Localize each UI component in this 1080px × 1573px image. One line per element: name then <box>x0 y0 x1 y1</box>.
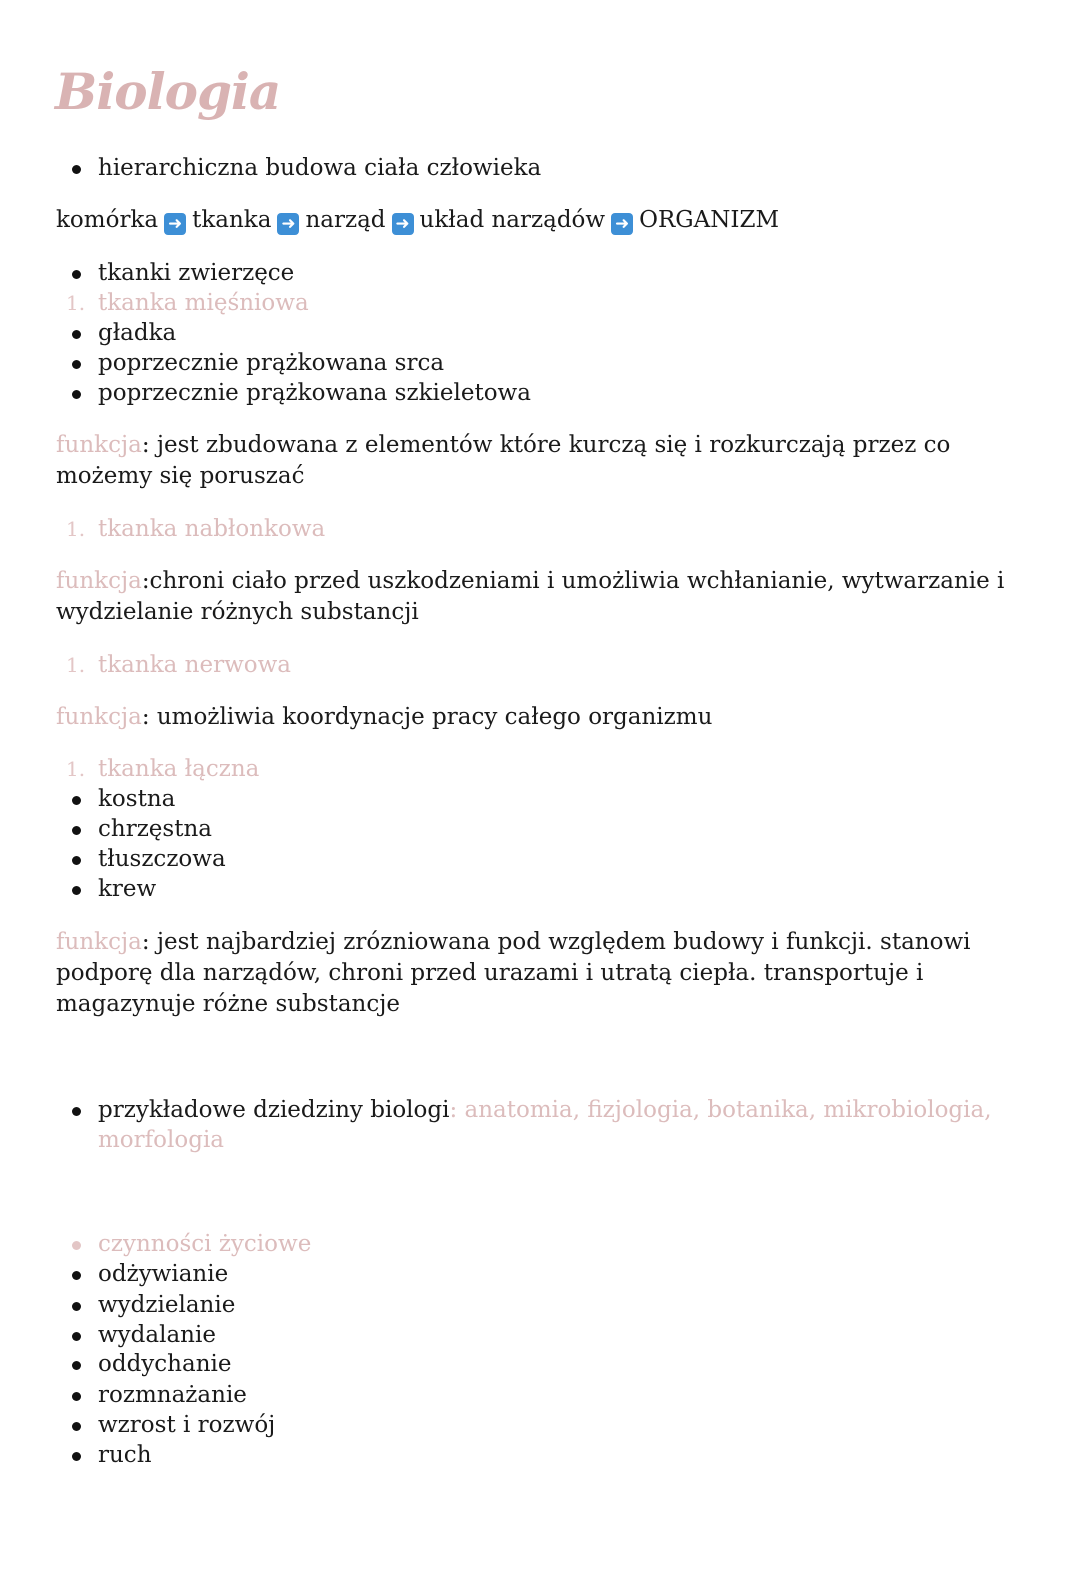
connective-type: tłuszczowa <box>98 846 226 872</box>
function-text: : jest najbardziej zrózniowana pod względem budowy i funkcji. stanowi podporę dla narządów, chroni przed urazami i utratą ciepła. transportuje i magazynuje różne substancje <box>56 929 971 1017</box>
connective-type: kostna <box>98 786 176 812</box>
list-number: 1. <box>66 653 86 677</box>
connective-type: chrzęstna <box>98 816 212 842</box>
bullet-icon <box>72 1107 81 1116</box>
fields-separator: : <box>449 1097 465 1123</box>
arrow-right-icon: ➜ <box>392 213 414 235</box>
bullet-icon <box>72 886 81 895</box>
bullet-icon <box>72 1271 81 1280</box>
function-label: funkcja <box>56 568 142 594</box>
life-functions-heading: czynności życiowe <box>98 1231 312 1257</box>
arrow-right-icon: ➜ <box>611 213 633 235</box>
bullet-icon <box>72 390 81 399</box>
hierarchy-level: tkanka <box>192 207 272 233</box>
hierarchy-level: ORGANIZM <box>639 207 779 233</box>
muscle-type: gładka <box>98 320 177 346</box>
hierarchy-level: narząd <box>305 207 386 233</box>
bullet-icon <box>72 1332 81 1341</box>
bullet-icon <box>72 1452 81 1461</box>
bullet-icon <box>72 360 81 369</box>
life-function: ruch <box>98 1442 152 1468</box>
list-number: 1. <box>66 291 86 315</box>
arrow-right-icon: ➜ <box>164 213 186 235</box>
life-function: wydzielanie <box>98 1292 236 1318</box>
bullet-icon <box>72 796 81 805</box>
fields-list: anatomia, fizjologia, botanika, mikrobiologia, morfologia <box>98 1097 992 1153</box>
life-function: rozmnażanie <box>98 1382 247 1408</box>
bullet-icon <box>72 270 81 279</box>
connective-tissue-name: tkanka łączna <box>98 756 260 782</box>
bullet-icon <box>72 1392 81 1401</box>
muscle-function <box>56 430 1016 492</box>
biology-fields <box>98 1095 998 1155</box>
bullet-icon <box>72 1302 81 1311</box>
muscle-type: poprzecznie prążkowana srca <box>98 350 445 376</box>
hierarchy-chain <box>56 205 779 236</box>
life-function: wydalanie <box>98 1322 216 1348</box>
nervous-function <box>56 702 712 733</box>
epithelial-function <box>56 566 1016 628</box>
bullet-icon <box>72 826 81 835</box>
list-number: 1. <box>66 517 86 541</box>
bullet-icon <box>72 330 81 339</box>
life-function: wzrost i rozwój <box>98 1412 276 1438</box>
function-text: :chroni ciało przed uszkodzeniami i umożliwia wchłanianie, wytwarzanie i wydzielanie różnych substancji <box>56 568 1005 625</box>
life-function: oddychanie <box>98 1351 232 1377</box>
list-number: 1. <box>66 757 86 781</box>
connective-function <box>56 927 1016 1020</box>
fields-label: przykładowe dziedziny biologi <box>98 1097 450 1123</box>
function-label: funkcja <box>56 704 142 730</box>
bullet-icon <box>72 165 81 174</box>
bullet-icon <box>72 1361 81 1370</box>
life-function: odżywianie <box>98 1261 229 1287</box>
hierarchy-level: układ narządów <box>419 207 606 233</box>
muscle-type: poprzecznie prążkowana szkieletowa <box>98 380 531 406</box>
muscle-tissue-name: tkanka mięśniowa <box>98 290 309 316</box>
function-label: funkcja <box>56 929 142 955</box>
arrow-right-icon: ➜ <box>277 213 299 235</box>
function-text: : umożliwia koordynacje pracy całego organizmu <box>141 704 713 730</box>
function-text: : jest zbudowana z elementów które kurczą się i rozkurczają przez co możemy się poruszać <box>56 432 951 489</box>
hierarchy-level: komórka <box>56 207 159 233</box>
tissues-heading: tkanki zwierzęce <box>98 260 295 286</box>
bullet-icon <box>72 1241 81 1250</box>
function-label: funkcja <box>56 432 142 458</box>
hierarchy-heading: hierarchiczna budowa ciała człowieka <box>98 155 542 181</box>
nervous-tissue-name: tkanka nerwowa <box>98 652 292 678</box>
page-title: Biologia <box>55 62 281 121</box>
connective-type: krew <box>98 876 157 902</box>
epithelial-tissue-name: tkanka nabłonkowa <box>98 516 326 542</box>
bullet-icon <box>72 1422 81 1431</box>
bullet-icon <box>72 856 81 865</box>
